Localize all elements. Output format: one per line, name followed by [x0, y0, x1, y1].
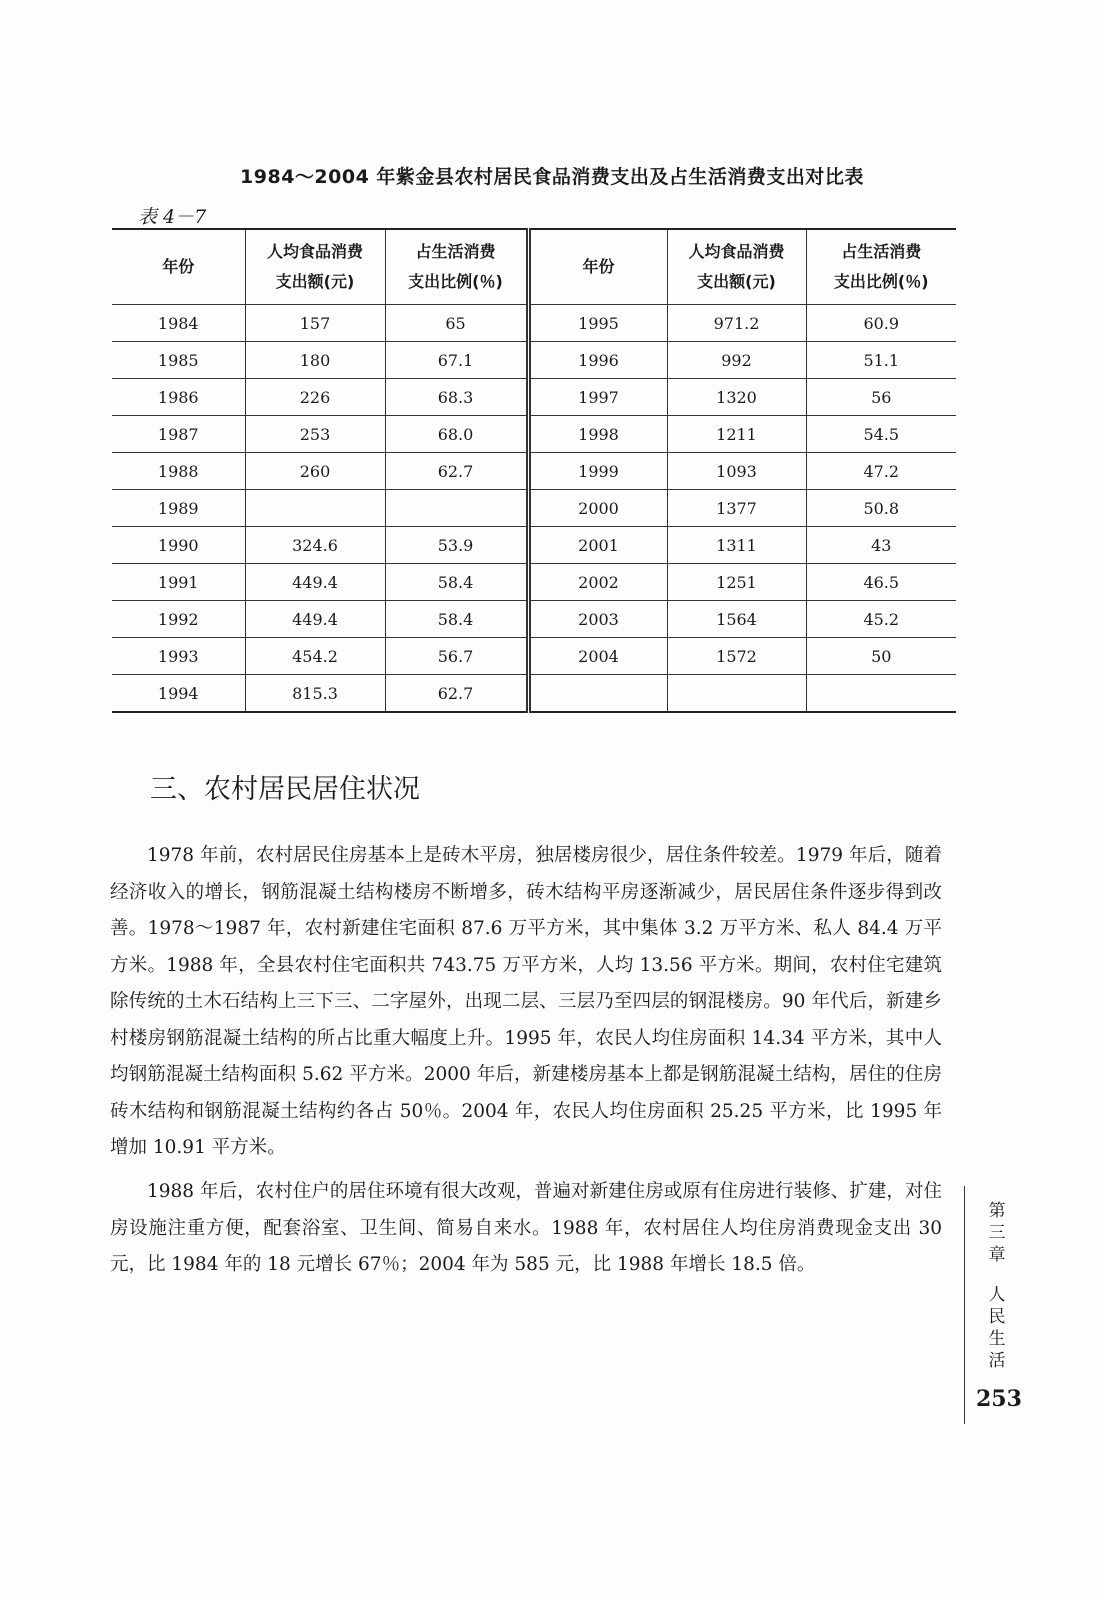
year-cell: 2002	[528, 564, 667, 601]
year-cell: 1985	[112, 342, 245, 379]
expenditure-cell: 1564	[667, 601, 806, 638]
table-row	[112, 342, 956, 379]
expenditure-cell: 180	[245, 342, 385, 379]
year-cell: 1995	[528, 305, 667, 342]
year-cell: 2003	[528, 601, 667, 638]
expenditure-cell: 1311	[667, 527, 806, 564]
expenditure-cell: 260	[245, 453, 385, 490]
expenditure-cell: 226	[245, 379, 385, 416]
share-cell: 58.4	[385, 601, 528, 638]
expenditure-cell: 1211	[667, 416, 806, 453]
section-heading: 三、农村居民居住状况	[150, 774, 420, 805]
table-row	[112, 490, 956, 527]
expenditure-cell: 992	[667, 342, 806, 379]
year-cell: 1984	[112, 305, 245, 342]
year-cell: 1988	[112, 453, 245, 490]
expenditure-cell: 1572	[667, 638, 806, 675]
year-cell: 1993	[112, 638, 245, 675]
share-cell: 60.9	[806, 305, 956, 342]
share-cell: 51.1	[806, 342, 956, 379]
expenditure-cell: 157	[245, 305, 385, 342]
share-cell: 68.3	[385, 379, 528, 416]
expenditure-cell: 1251	[667, 564, 806, 601]
expenditure-cell: 1093	[667, 453, 806, 490]
table-row	[112, 416, 956, 453]
table-title: 1984～2004 年紫金县农村居民食品消费支出及占生活消费支出对比表	[240, 166, 864, 188]
table-row	[112, 527, 956, 564]
header-year: 年份	[112, 229, 245, 305]
table-row	[112, 564, 956, 601]
share-cell: 53.9	[385, 527, 528, 564]
share-cell: 43	[806, 527, 956, 564]
header-year: 年份	[528, 229, 667, 305]
expenditure-cell: 449.4	[245, 564, 385, 601]
chapter-title: 人民生活	[988, 1285, 1006, 1371]
table-header-row	[112, 229, 956, 305]
food-expenditure-table	[112, 228, 956, 713]
expenditure-cell: 1377	[667, 490, 806, 527]
sidebar-divider	[964, 1186, 965, 1424]
share-cell: 58.4	[385, 564, 528, 601]
expenditure-cell	[245, 490, 385, 527]
share-cell: 65	[385, 305, 528, 342]
expenditure-cell	[667, 675, 806, 713]
header-share: 占生活消费 支出比例(％)	[385, 229, 528, 305]
share-cell	[806, 675, 956, 713]
paragraph: 1988 年后，农村住户的居住环境有很大改观，普遍对新建住房或原有住房进行装修、扩建，对住房设施注重方便，配套浴室、卫生间、简易自来水。1988 年，农村居住人均住房消费现金支出 30 元，比 1984 年的 18 元增长 67％；2004 年为 585 元，比 1988 年增长 18.5 倍。	[110, 1181, 942, 1275]
year-cell: 1996	[528, 342, 667, 379]
header-food-expenditure: 人均食品消费 支出额(元)	[245, 229, 385, 305]
year-cell: 2001	[528, 527, 667, 564]
expenditure-cell: 253	[245, 416, 385, 453]
year-cell: 1987	[112, 416, 245, 453]
share-cell: 62.7	[385, 453, 528, 490]
year-cell: 2000	[528, 490, 667, 527]
share-cell: 46.5	[806, 564, 956, 601]
header-share: 占生活消费 支出比例(％)	[806, 229, 956, 305]
expenditure-cell: 815.3	[245, 675, 385, 713]
year-cell: 1999	[528, 453, 667, 490]
year-cell: 1994	[112, 675, 245, 713]
expenditure-cell: 1320	[667, 379, 806, 416]
table-number: 表 4－7	[138, 206, 207, 228]
year-cell: 1998	[528, 416, 667, 453]
table-row	[112, 453, 956, 490]
share-cell: 67.1	[385, 342, 528, 379]
table-row	[112, 638, 956, 675]
header-food-expenditure: 人均食品消费 支出额(元)	[667, 229, 806, 305]
share-cell: 68.0	[385, 416, 528, 453]
expenditure-cell: 324.6	[245, 527, 385, 564]
page-number: 253	[976, 1386, 1022, 1412]
share-cell: 56.7	[385, 638, 528, 675]
table-row	[112, 601, 956, 638]
chapter-number: 第三章	[988, 1201, 1006, 1265]
year-cell: 1986	[112, 379, 245, 416]
year-cell	[528, 675, 667, 713]
year-cell: 1990	[112, 527, 245, 564]
year-cell: 1991	[112, 564, 245, 601]
paragraph: 1978 年前，农村居民住房基本上是砖木平房，独居楼房很少，居住条件较差。1979 年后，随着经济收入的增长，钢筋混凝土结构楼房不断增多，砖木结构平房逐渐减少，居民居住条件逐步得到改善。1978～1987 年，农村新建住宅面积 87.6 万平方米，其中集体 3.2 万平方米、私人 84.4 万平方米。1988 年，全县农村住宅面积共 743.75 万平方米，人均 13.56 平方米。期间，农村住宅建筑除传统的土木石结构上三下三、二字屋外，出现二层、三层乃至四层的钢混楼房。90 年代后，新建乡村楼房钢筋混凝土结构的所占比重大幅度上升。1995 年，农民人均住房面积 14.34 平方米，其中人均钢筋混凝土结构面积 5.62 平方米。2000 年后，新建楼房基本上都是钢筋混凝土结构，居住的住房砖木结构和钢筋混凝土结构约各占 50％。2004 年，农民人均住房面积 25.25 平方米，比 1995 年增加 10.91 平方米。	[110, 845, 942, 1158]
table-row	[112, 379, 956, 416]
year-cell: 1997	[528, 379, 667, 416]
share-cell: 50	[806, 638, 956, 675]
table-row	[112, 305, 956, 342]
table-row	[112, 675, 956, 713]
share-cell: 62.7	[385, 675, 528, 713]
expenditure-cell: 449.4	[245, 601, 385, 638]
share-cell: 54.5	[806, 416, 956, 453]
share-cell: 47.2	[806, 453, 956, 490]
expenditure-cell: 454.2	[245, 638, 385, 675]
year-cell: 1992	[112, 601, 245, 638]
share-cell: 45.2	[806, 601, 956, 638]
share-cell: 50.8	[806, 490, 956, 527]
share-cell: 56	[806, 379, 956, 416]
share-cell	[385, 490, 528, 527]
year-cell: 1989	[112, 490, 245, 527]
chapter-sidebar	[984, 1200, 1010, 1372]
expenditure-cell: 971.2	[667, 305, 806, 342]
year-cell: 2004	[528, 638, 667, 675]
